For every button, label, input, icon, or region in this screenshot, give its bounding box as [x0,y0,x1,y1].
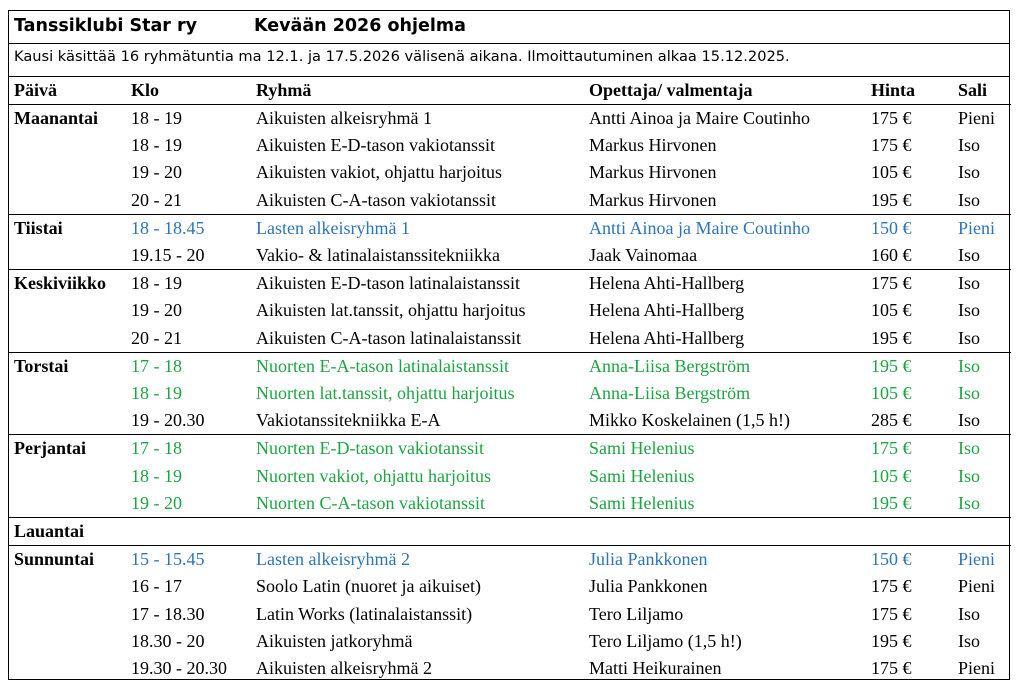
day-cell: Lauantai [9,518,126,546]
teacher-cell: Markus Hirvonen [589,189,717,210]
group-cell [251,518,584,546]
col-group-header: Ryhmä [256,80,312,100]
table-row [9,380,1011,407]
time-cell: 19 - 20.30 [131,410,205,431]
group-cell: Nuorten lat.tanssit, ohjattu harjoitus [256,383,515,404]
day-cell: Maanantai [9,105,126,133]
price-cell: 175 € [866,270,953,298]
hall-cell: Iso [958,189,980,210]
teacher-cell: Tero Liljamo (1,5 h!) [589,630,742,651]
group-cell: Aikuisten E-D-tason latinalaistanssit [251,270,584,298]
teacher-cell: Helena Ahti-Hallberg [589,300,745,321]
teacher-cell: Jaak Vainomaa [589,245,698,266]
price-cell: 195 € [871,630,912,651]
time-cell: 17 - 18 [126,352,251,380]
hall-cell: Iso [958,383,980,404]
group-cell: Vakiotanssitekniikka E-A [256,410,441,431]
group-cell: Nuorten E-A-tason latinalaistanssit [251,352,584,380]
time-cell: 19.30 - 20.30 [131,658,227,679]
day-cell [9,601,126,628]
title-row [9,11,1009,43]
time-cell: 19.15 - 20 [131,245,205,266]
table-row [9,242,1011,270]
hall-cell: Iso [958,603,980,624]
price-cell: 105 € [871,162,912,183]
day-cell: Keskiviikko [9,270,126,298]
table-row [9,628,1011,655]
time-cell: 17 - 18 [126,435,251,463]
hall-cell: Iso [958,327,980,348]
price-cell: 160 € [871,245,912,266]
price-cell: 195 € [866,352,953,380]
group-cell: Latin Works (latinalaistanssit) [256,603,473,624]
day-cell [9,628,126,655]
time-cell: 18 - 19 [126,270,251,298]
teacher-cell [584,518,866,546]
table-row [9,573,1011,600]
hall-cell: Iso [958,245,980,266]
group-cell: Aikuisten alkeisryhmä 2 [256,658,432,679]
hall-cell: Iso [958,300,980,321]
hall-cell: Iso [953,352,1011,380]
table-row [9,132,1011,159]
table-row [9,270,1011,298]
table-row [9,407,1011,435]
col-day-header: Päivä [14,80,57,100]
day-cell [9,325,126,353]
hall-cell: Pieni [953,105,1011,133]
hall-cell [953,518,1011,546]
teacher-cell: Helena Ahti-Hallberg [589,327,745,348]
price-cell: 150 € [866,546,953,574]
col-hall-header: Sali [958,80,988,100]
day-cell: Torstai [9,352,126,380]
group-cell: Aikuisten lat.tanssit, ohjattu harjoitus [256,300,526,321]
teacher-cell: Antti Ainoa ja Maire Coutinho [584,214,866,242]
teacher-cell: Anna-Liisa Bergström [584,352,866,380]
day-cell [9,297,126,324]
price-cell: 105 € [871,383,912,404]
day-cell [9,573,126,600]
price-cell: 175 € [871,576,912,597]
time-cell: 19 - 20 [131,300,182,321]
group-cell: Soolo Latin (nuoret ja aikuiset) [256,576,481,597]
col-price-header: Hinta [871,80,916,100]
day-cell [9,242,126,270]
time-cell [126,518,251,546]
day-cell [9,187,126,215]
teacher-cell: Sami Helenius [584,435,866,463]
table-row [9,325,1011,353]
table-row [9,159,1011,186]
price-cell: 285 € [871,410,912,431]
group-cell: Nuorten vakiot, ohjattu harjoitus [256,465,491,486]
time-cell: 18 - 19 [126,105,251,133]
day-cell [9,407,126,435]
hall-cell: Pieni [953,546,1011,574]
time-cell: 20 - 21 [131,189,182,210]
hall-cell: Pieni [953,214,1011,242]
time-cell: 20 - 21 [131,327,182,348]
table-row [9,546,1011,574]
time-cell: 18 - 19 [131,135,182,156]
day-cell: Tiistai [9,214,126,242]
hall-cell: Pieni [958,576,996,597]
price-cell: 195 € [871,327,912,348]
price-cell: 195 € [871,492,912,513]
time-cell: 19 - 20 [131,162,182,183]
price-cell: 195 € [871,189,912,210]
group-cell: Nuorten E-D-tason vakiotanssit [251,435,584,463]
table-row [9,214,1011,242]
group-cell: Vakio- & latinalaistanssitekniikka [256,245,500,266]
group-cell: Aikuisten vakiot, ohjattu harjoitus [256,162,502,183]
group-cell: Aikuisten C-A-tason vakiotanssit [256,189,496,210]
table-row [9,463,1011,490]
time-cell: 18.30 - 20 [131,630,205,651]
price-cell: 175 € [871,658,912,679]
price-cell: 175 € [866,435,953,463]
day-cell [9,463,126,490]
day-cell [9,380,126,407]
table-row [9,601,1011,628]
hall-cell: Iso [958,410,980,431]
price-cell: 150 € [866,214,953,242]
group-cell: Aikuisten jatkoryhmä [256,630,413,651]
teacher-cell: Tero Liljamo [589,603,684,624]
price-cell: 105 € [871,300,912,321]
club-name: Tanssiklubi Star ry [14,16,198,36]
season-info: Kausi käsittää 16 ryhmätuntia ma 12.1. ja 17.5.2026 välisenä aikana. Ilmoittautuminen alkaa 15.12.2025. [14,48,790,65]
table-row [9,435,1011,463]
teacher-cell: Helena Ahti-Hallberg [584,270,866,298]
teacher-cell: Anna-Liisa Bergström [589,383,751,404]
day-cell: Sunnuntai [9,546,126,574]
schedule-sheet [8,10,1010,680]
teacher-cell: Sami Helenius [589,492,695,513]
schedule-table [9,77,1011,682]
group-cell: Lasten alkeisryhmä 2 [251,546,584,574]
time-cell: 16 - 17 [131,576,182,597]
group-cell: Aikuisten alkeisryhmä 1 [251,105,584,133]
hall-cell: Iso [958,492,980,513]
price-cell: 175 € [866,105,953,133]
teacher-cell: Julia Pankkonen [589,576,708,597]
table-row [9,187,1011,215]
day-cell [9,655,126,682]
day-cell [9,159,126,186]
hall-cell: Pieni [958,658,996,679]
table-row [9,490,1011,518]
time-cell: 15 - 15.45 [126,546,251,574]
teacher-cell: Matti Heikurainen [589,658,722,679]
hall-cell: Iso [953,270,1011,298]
price-cell: 175 € [871,135,912,156]
teacher-cell: Markus Hirvonen [589,162,717,183]
table-row [9,297,1011,324]
time-cell: 17 - 18.30 [131,603,205,624]
hall-cell: Iso [958,630,980,651]
hall-cell: Iso [958,465,980,486]
price-cell [866,518,953,546]
day-cell [9,132,126,159]
table-header-row [9,77,1011,105]
table-row [9,518,1011,546]
hall-cell: Iso [958,162,980,183]
day-cell [9,490,126,518]
col-time-header: Klo [131,80,160,100]
hall-cell: Iso [958,135,980,156]
table-row [9,105,1011,133]
teacher-cell: Markus Hirvonen [589,135,717,156]
table-row [9,352,1011,380]
col-teacher-header: Opettaja/ valmentaja [589,80,753,100]
group-cell: Aikuisten C-A-tason latinalaistanssit [256,327,521,348]
time-cell: 18 - 18.45 [126,214,251,242]
time-cell: 18 - 19 [131,383,182,404]
schedule-rows [9,105,1011,683]
teacher-cell: Mikko Koskelainen (1,5 h!) [589,410,790,431]
teacher-cell: Julia Pankkonen [584,546,866,574]
teacher-cell: Antti Ainoa ja Maire Coutinho [584,105,866,133]
time-cell: 18 - 19 [131,465,182,486]
table-row [9,655,1011,682]
title-divider [9,43,1009,44]
group-cell: Lasten alkeisryhmä 1 [251,214,584,242]
group-cell: Nuorten C-A-tason vakiotanssit [256,492,485,513]
program-title: Kevään 2026 ohjelma [254,16,466,36]
group-cell: Aikuisten E-D-tason vakiotanssit [256,135,495,156]
day-cell: Perjantai [9,435,126,463]
price-cell: 105 € [871,465,912,486]
price-cell: 175 € [871,603,912,624]
time-cell: 19 - 20 [131,492,182,513]
teacher-cell: Sami Helenius [589,465,695,486]
hall-cell: Iso [953,435,1011,463]
